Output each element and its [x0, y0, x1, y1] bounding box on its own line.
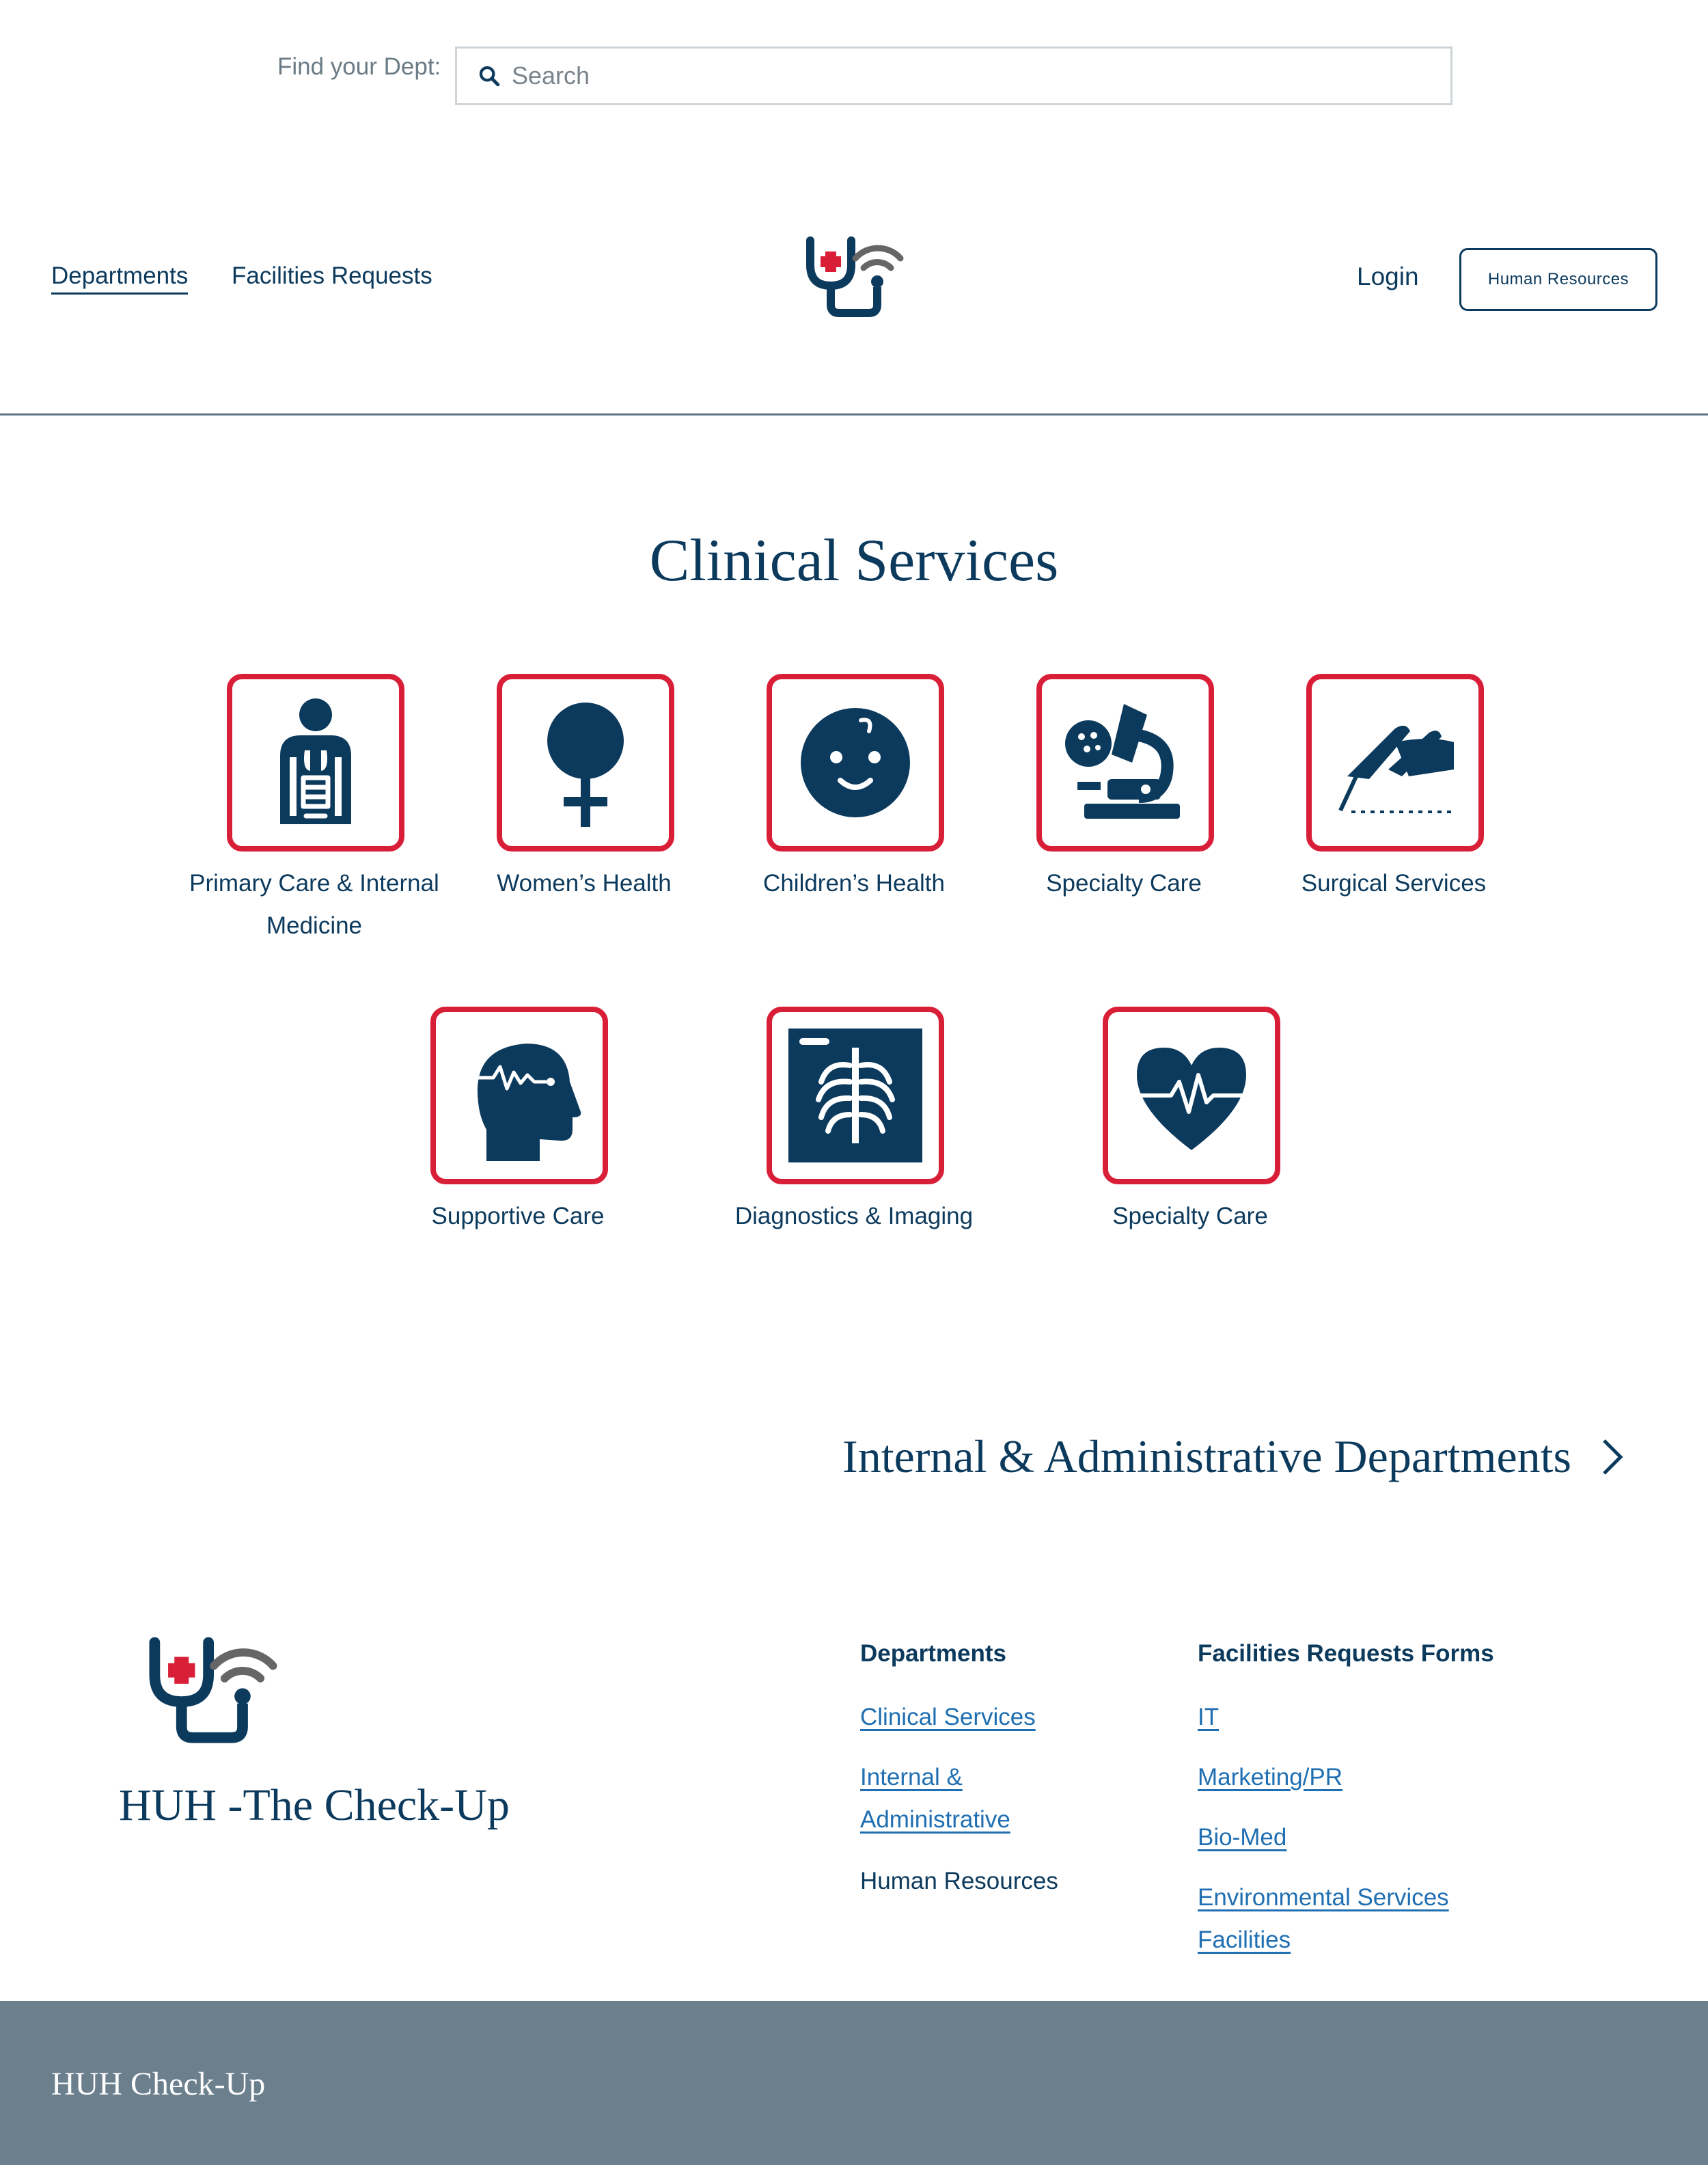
tile-supportive-care[interactable] [430, 1007, 608, 1184]
nav-departments[interactable]: Departments [51, 262, 188, 295]
internal-admin-departments-link[interactable] [842, 1430, 1626, 1484]
tile-primary-care[interactable] [227, 674, 404, 852]
footer-departments-heading: Departments [860, 1640, 1006, 1667]
tile-label[interactable]: Diagnostics & Imaging [734, 1203, 974, 1229]
footer-link-internal-administrative[interactable]: Internal & Administrative [860, 1764, 1010, 1833]
xray-chest-icon [787, 1027, 924, 1164]
tile-childrens-health[interactable] [767, 674, 944, 852]
internal-admin-label: Internal & Administrative Departments [842, 1430, 1571, 1482]
footer-text-human-resources: Human Resources [860, 1868, 1058, 1894]
tile-label[interactable]: Women’s Health [497, 870, 672, 897]
scalpel-hand-icon [1327, 694, 1463, 831]
tile-label[interactable]: Specialty Care [1112, 1203, 1268, 1229]
tile-surgical-services[interactable] [1306, 674, 1484, 852]
footer-link-marketing-pr[interactable]: Marketing/PR [1198, 1764, 1343, 1790]
footer-logo-icon [142, 1633, 286, 1747]
search-icon [478, 64, 501, 87]
head-pulse-icon [451, 1027, 588, 1164]
nav-facilities-requests[interactable]: Facilities Requests [232, 262, 432, 289]
tile-label[interactable]: Primary Care & Internal Medicine [189, 870, 439, 939]
search-input[interactable] [510, 61, 1401, 91]
baby-face-icon [787, 694, 924, 831]
tile-label[interactable]: Children’s Health [763, 870, 945, 897]
footer-facilities-heading: Facilities Requests Forms [1198, 1640, 1494, 1667]
chevron-right-icon [1599, 1436, 1626, 1478]
header-divider [0, 413, 1708, 416]
search-box[interactable] [455, 46, 1452, 105]
footer-link-environmental-services-facilities[interactable]: Environmental Services Facilities [1198, 1884, 1449, 1953]
heart-pulse-icon [1123, 1027, 1260, 1164]
tile-label[interactable]: Supportive Care [431, 1203, 605, 1229]
tile-label[interactable]: Surgical Services [1301, 870, 1487, 897]
login-link[interactable]: Login [1357, 262, 1419, 290]
search-label: Find your Dept: [277, 53, 441, 80]
tile-diagnostics-imaging[interactable] [767, 1007, 944, 1184]
section-title: Clinical Services [649, 528, 1059, 594]
footer-bottom-title: HUH Check-Up [51, 2066, 266, 2102]
body-organs-icon [247, 694, 384, 831]
tile-specialty-care[interactable] [1036, 674, 1214, 852]
tile-specialty-care-heart[interactable] [1103, 1007, 1280, 1184]
footer-brand-title: HUH -The Check-Up [119, 1780, 510, 1830]
footer-link-it[interactable]: IT [1198, 1704, 1220, 1730]
footer-link-clinical-services[interactable]: Clinical Services [860, 1704, 1036, 1730]
logo-stethoscope-icon[interactable] [801, 234, 910, 320]
female-symbol-icon [517, 694, 654, 831]
tile-womens-health[interactable] [497, 674, 674, 852]
human-resources-button[interactable]: Human Resources [1459, 248, 1657, 311]
footer-link-bio-med[interactable]: Bio-Med [1198, 1824, 1287, 1851]
tile-label[interactable]: Specialty Care [1046, 870, 1202, 897]
microscope-icon [1057, 694, 1194, 831]
